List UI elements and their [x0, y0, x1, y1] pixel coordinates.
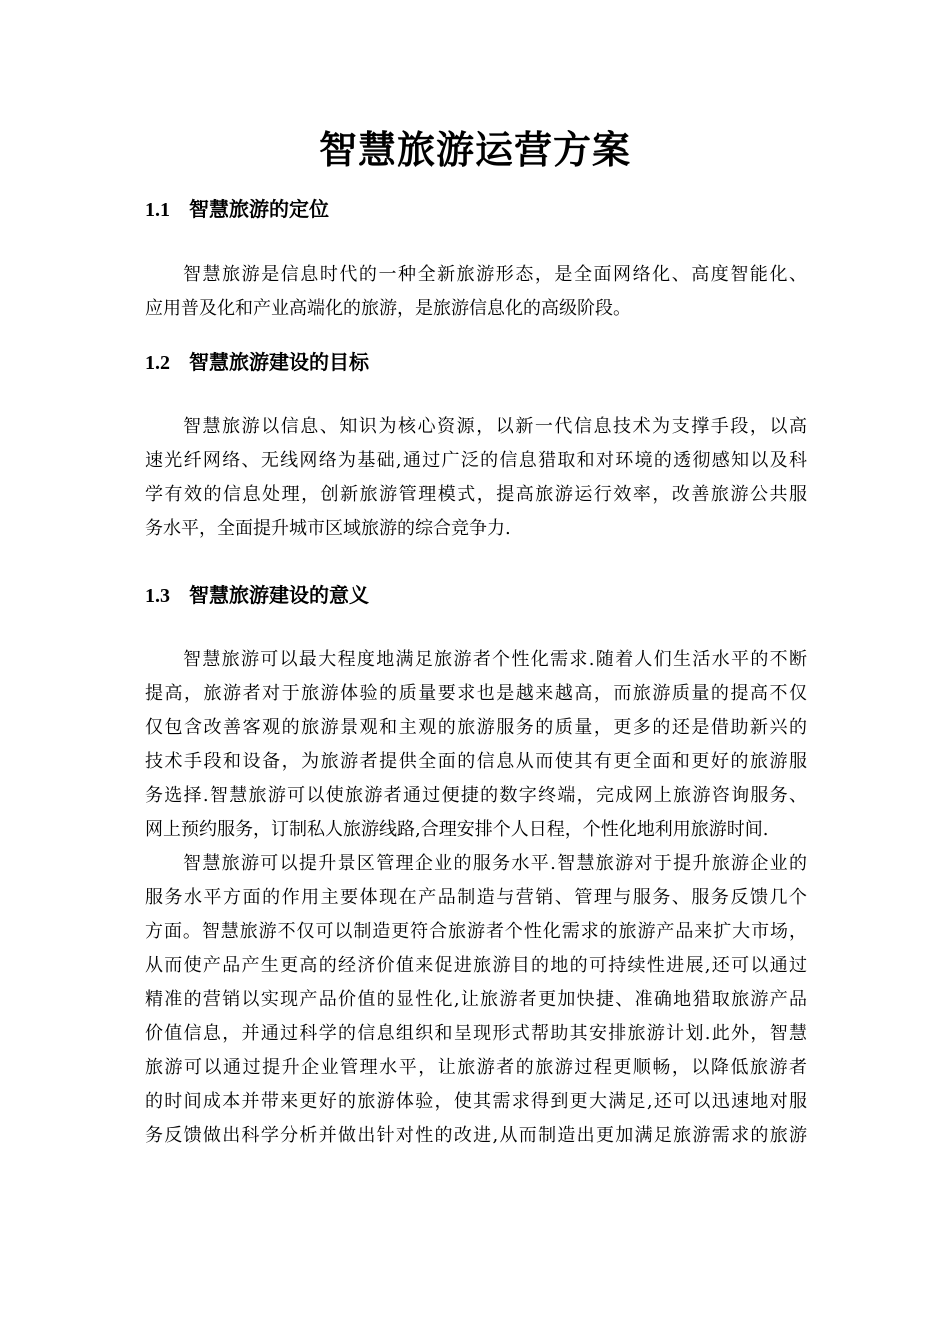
text-line: 服务水平方面的作用主要体现在产品制造与营销、管理与服务、服务反馈几个 — [145, 887, 807, 908]
text-line: 务水平，全面提升城市区域旅游的综合竞争力. — [145, 518, 511, 539]
section-heading-1-1 — [145, 194, 329, 225]
text-line: 务选择.智慧旅游可以使旅游者通过便捷的数字终端，完成网上旅游咨询服务、 — [145, 785, 807, 806]
section-title: 智慧旅游的定位 — [189, 197, 329, 221]
text-line: 精准的营销以实现产品价值的显性化,让旅游者更加快捷、准确地猎取旅游产品 — [145, 989, 807, 1010]
section-number: 1.2 — [145, 352, 170, 374]
text-line: 智慧旅游是信息时代的一种全新旅游形态，是全面网络化、高度智能化、 — [183, 264, 807, 285]
text-line: 方面。智慧旅游不仅可以制造更符合旅游者个性化需求的旅游产品来扩大市场， — [145, 921, 807, 942]
paragraph — [145, 410, 807, 546]
text-line: 提高，旅游者对于旅游体验的质量要求也是越来越高，而旅游质量的提高不仅 — [145, 683, 807, 704]
text-line: 智慧旅游可以提升景区管理企业的服务水平.智慧旅游对于提升旅游企业的 — [183, 853, 807, 874]
section-title: 智慧旅游建设的意义 — [189, 583, 369, 607]
text-line: 从而使产品产生更高的经济价值来促进旅游目的地的可持续性进展,还可以通过 — [145, 955, 807, 976]
paragraph — [145, 258, 807, 326]
text-line: 旅游可以通过提升企业管理水平，让旅游者的旅游过程更顺畅，以降低旅游者 — [145, 1057, 807, 1078]
text-line: 智慧旅游可以最大程度地满足旅游者个性化需求.随着人们生活水平的不断 — [183, 649, 807, 670]
section-heading-1-3 — [145, 580, 369, 611]
section-number: 1.1 — [145, 199, 170, 221]
text-line: 仅包含改善客观的旅游景观和主观的旅游服务的质量，更多的还是借助新兴的 — [145, 717, 807, 738]
text-line: 智慧旅游以信息、知识为核心资源，以新一代信息技术为支撑手段，以高 — [183, 416, 807, 437]
text-line: 技术手段和设备，为旅游者提供全面的信息从而使其有更全面和更好的旅游服 — [145, 751, 807, 772]
section-number: 1.3 — [145, 585, 170, 607]
text-line: 速光纤网络、无线网络为基础,通过广泛的信息猎取和对环境的透彻感知以及科 — [145, 450, 807, 471]
document-title: 智慧旅游运营方案 — [318, 127, 631, 172]
text-line: 的时间成本并带来更好的旅游体验，使其需求得到更大满足,还可以迅速地对服 — [145, 1091, 807, 1112]
paragraph — [145, 643, 807, 847]
section-title: 智慧旅游建设的目标 — [189, 350, 369, 374]
text-line: 应用普及化和产业高端化的旅游，是旅游信息化的高级阶段。 — [145, 298, 631, 319]
paragraph — [145, 847, 807, 1153]
text-line: 价值信息，并通过科学的信息组织和呈现形式帮助其安排旅游计划.此外，智慧 — [145, 1023, 807, 1044]
text-line: 网上预约服务，订制私人旅游线路,合理安排个人日程，个性化地利用旅游时间. — [145, 819, 769, 840]
text-line: 务反馈做出科学分析并做出针对性的改进,从而制造出更加满足旅游需求的旅游 — [145, 1125, 807, 1146]
text-line: 学有效的信息处理，创新旅游管理模式，提高旅游运行效率，改善旅游公共服 — [145, 484, 807, 505]
section-heading-1-2 — [145, 347, 369, 378]
